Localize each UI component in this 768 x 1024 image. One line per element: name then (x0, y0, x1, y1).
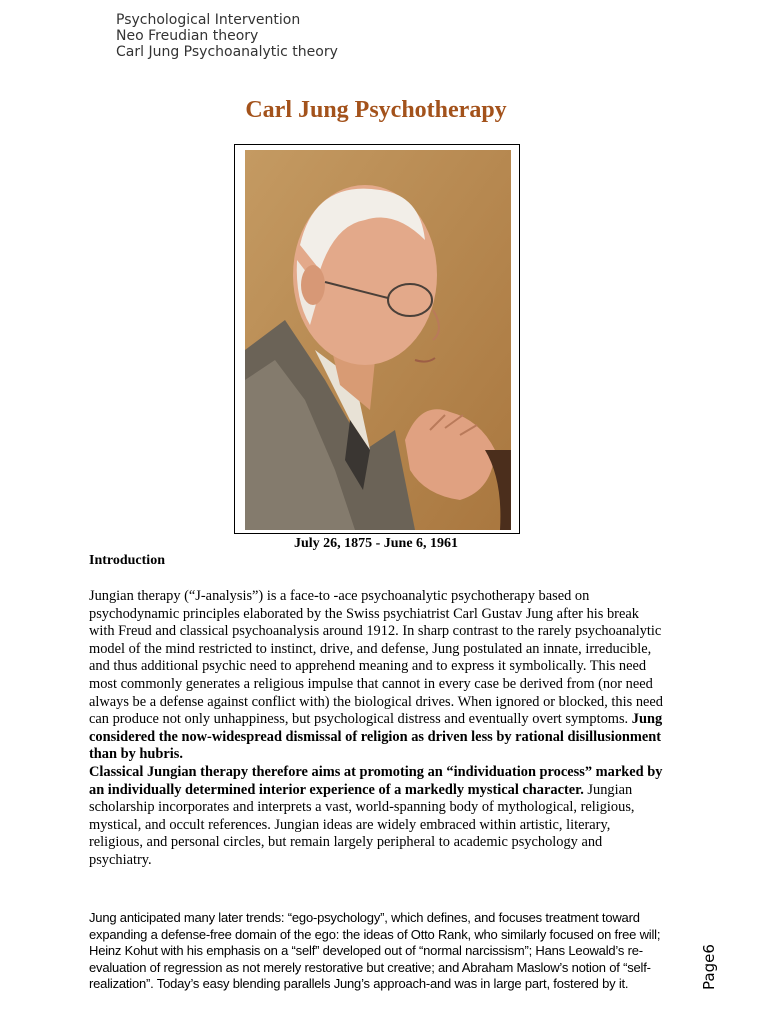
intro-text-1: Jungian therapy (“J-analysis”) is a face-to -ace psychoanalytic psychotherapy based on psychodynamic principles elaborated by the Swiss psychiatrist Carl Gustav Jung after his break with Freud and classical psychoanalysis around 1912. In sharp contrast to the rarely psychoanalytic model of the mind restricted to instinct, drive, and defense, Jung postulated an innate, irreducible, and thus additional psychic need to apprehend meaning and to express it symbolically. This need most commonly generates a religious impulse that cannot in every case be derived from (nor need always be a defense against conflict with) the biological drives. When ignored or blocked, this need can produce not only unhappiness, but psychological distress and eventually overt symptoms. (89, 588, 663, 728)
header-line-2: Neo Freudian theory (116, 28, 259, 44)
intro-text-2: Jungian scholarship incorporates and interprets a vast, world-spanning body of mythological, religious, mystical, and occult references. Jungian ideas are widely embraced within artistic, literary, religious, and personal circles, but remain largely peripheral to academic psychology and psychiatry. (89, 781, 635, 868)
portrait-photo (245, 150, 511, 530)
page-title: Carl Jung Psychotherapy (245, 97, 507, 123)
intro-bold-2: Classical Jungian therapy therefore aims at promoting an “individuation process” marked by an individually determined interior experience of a markedly mystical character. (89, 763, 663, 798)
header-line-3: Carl Jung Psychoanalytic theory (116, 44, 338, 60)
section-heading: Introduction (89, 553, 165, 568)
page-number: Page6 (700, 944, 718, 990)
intro-bold-1: Jung considered the now-widespread dismissal of religion as driven less by rational disillusionment than by hubris. (89, 711, 663, 763)
document-header (116, 12, 338, 60)
header-line-1: Psychological Intervention (116, 12, 301, 28)
photo-frame (234, 144, 520, 534)
portrait-illustration (245, 150, 511, 530)
photo-caption: July 26, 1875 - June 6, 1961 (293, 536, 459, 551)
intro-paragraph (89, 588, 667, 870)
trends-paragraph: Jung anticipated many later trends: “ego-psychology”, which defines, and focuses treatment toward expanding a defense-free domain of the ego: the ideas of Otto Rank, who similarly focused on free will; Heinz Kohut with his emphasis on a “self” developed out of “normal narcissism”; Hans Leowald’s re-evaluation of regression as not merely restorative but creative; and Abraham Maslow’s notion of “self-realization”. Today’s easy blending parallels Jung’s approach-and was in large part, fostered by it. (89, 910, 661, 992)
